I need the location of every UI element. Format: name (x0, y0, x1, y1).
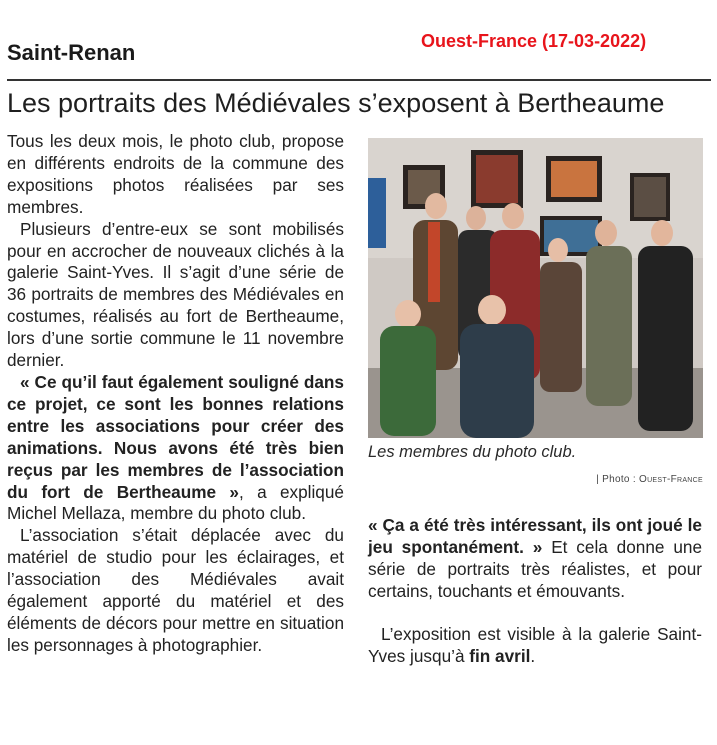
quote-2: « Ça a été très intéressant, ils ont joué le jeu spontanément. » (368, 515, 702, 557)
paragraph-3-rest: , a expliqué Michel Mellaza, membre du photo club. (7, 481, 344, 524)
end-date: fin avril (469, 645, 531, 666)
group-photo (368, 138, 703, 438)
source-label: Ouest-France (17-03-2022) (421, 31, 647, 51)
article-column-1 (7, 131, 344, 657)
paragraph-5-start: L’exposition est visible à la galerie Saint-Yves jusqu’à (368, 623, 702, 666)
header-rule (7, 79, 711, 81)
paragraph-4-cont (368, 515, 702, 603)
section-kicker: Saint-Renan (7, 40, 136, 65)
quote-1: « Ce qu’il faut également souligné dans ce projet, ce sont les bonnes relations entre les associations pour créer des animations. Nous avons été très bien reçus par les membres de l’association du fort de Bertheaume » (7, 371, 344, 502)
paragraph-5 (368, 624, 702, 668)
article-column-2 (368, 515, 702, 667)
photo-credit (596, 474, 703, 485)
paragraph-2: Plusieurs d’entre-eux se sont mobilisés pour en accrocher de nouveaux clichés à la galerie Saint-Yves. Il s’agit d’une série de 36 portraits de membres des Médiévales en costumes, réalisés au fort de Bertheaume, lors d’une sortie commune le 11 novembre dernier. (7, 218, 344, 371)
headline: Les portraits des Médiévales s’exposent à Bertheaume (7, 88, 665, 118)
photo-credit-name: Ouest-France (639, 474, 703, 485)
paragraph-5-end: . (530, 645, 536, 666)
paragraph-1: Tous les deux mois, le photo club, propose en différents endroits de la commune des expositions photos réalisées par ses membres. (7, 131, 344, 217)
photo-credit-prefix: | Photo : (596, 474, 639, 485)
paragraph-4-rest: Et cela donne une série de portraits très réalistes, et pour certains, touchants et émouvants. (368, 536, 702, 601)
paragraph-3 (7, 372, 344, 525)
paragraph-4: L’association s’était déplacée avec du matériel de studio pour les éclairages, et l’association des Médiévales avait également apporté du matériel et des éléments de décors pour mettre en situation les personnages à photographier. (7, 525, 344, 655)
photo-caption: Les membres du photo club. (368, 443, 577, 461)
